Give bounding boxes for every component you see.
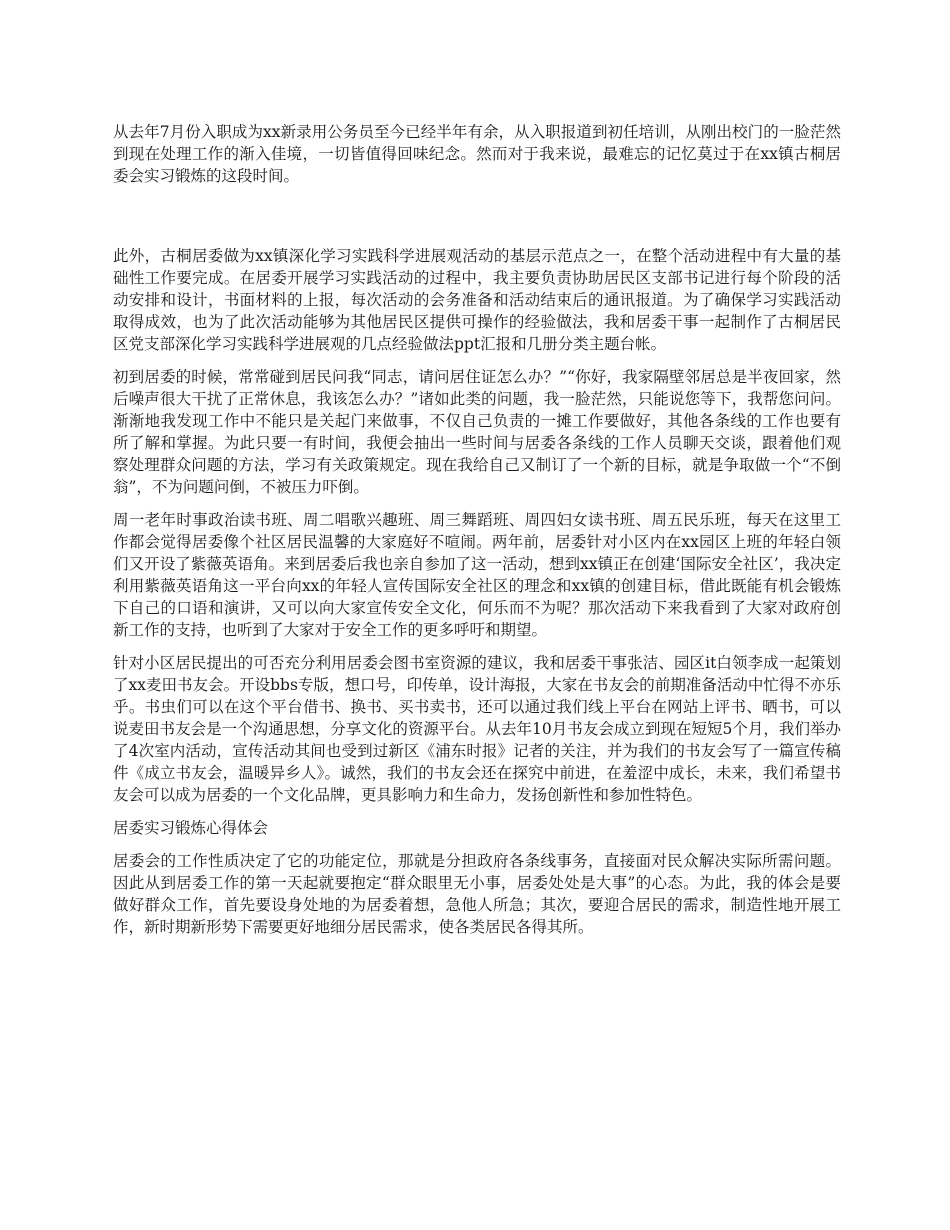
paragraph-reflection: 居委会的工作性质决定了它的功能定位，那就是分担政府各条线事务，直接面对民众解决实际所需问题。因此从到居委工作的第一天起就要抱定“群众眼里无小事，居委处处是大事”的心态。为此，我的体会是要做好群众工作，首先要设身处地的为居委着想，急他人所急；其次，要迎合居民的需求，制造性地开展工作，新时期新形势下需要更好地细分居民需求，使各类居民各得其所。 [113, 852, 841, 936]
section-heading: 居委实习锻炼心得体会 [113, 819, 269, 837]
paragraph-first-days: 初到居委的时候，常常碰到居民问我“同志，请问居住证怎么办？”“你好，我家隔壁邻居总是半夜回家，然后噪声很大干扰了正常休息，我该怎么办？”诸如此类的问题，我一脸茫然，只能说您等下，我帮您问问。渐渐地我发现工作中不能只是关起门来做事，不仅自己负责的一摊工作要做好，其他各条线的工作也要有所了解和掌握。为此只要一有时间，我便会抽出一些时间与居委各条线的工作人员聊天交谈，跟着他们观察处理群众问题的方法，学习有关政策规定。现在我给自己又制订了一个新的目标，就是争取做一个“不倒翁”，不为问题问倒，不被压力吓倒。 [113, 368, 841, 496]
paragraph-demonstration-site: 此外，古桐居委做为xx镇深化学习实践科学进展观活动的基层示范点之一，在整个活动进程中有大量的基础性工作要完成。在居委开展学习实践活动的过程中，我主要负责协助居民区支部书记进行每个阶段的活动安排和设计，书面材料的上报，每次活动的会务准备和活动结束后的通讯报道。为了确保学习实践活动取得成效，也为了此次活动能够为其他居民区提供可操作的经验做法，我和居委干事一起制作了古桐居民区党支部深化学习实践科学进展观的几点经验做法ppt汇报和几册分类主题台帐。 [113, 247, 841, 353]
paragraph-book-club: 针对小区居民提出的可否充分利用居委会图书室资源的建议，我和居委干事张洁、园区it白领李成一起策划了xx麦田书友会。开设bbs专版，想口号，印传单，设计海报，大家在书友会的前期准备活动中忙得不亦乐乎。书虫们可以在这个平台借书、换书、买书卖书，还可以通过我们线上平台在网站上评书、晒书，可以说麦田书友会是一个沟通思想，分享文化的资源平台。从去年10月书友会成立到现在短短5个月，我们举办了4次室内活动，宣传活动其间也受到过新区《浦东时报》记者的关注，并为我们的书友会写了一篇宣传稿件《成立书友会，温暖异乡人》。诚然，我们的书友会还在探究中前进，在羞涩中成长，未来，我们希望书友会可以成为居委的一个文化品牌，更具影响力和生命力，发扬创新性和参加性特色。 [113, 654, 841, 804]
paragraph-community-activities: 周一老年时事政治读书班、周二唱歌兴趣班、周三舞蹈班、周四妇女读书班、周五民乐班，每天在这里工作都会觉得居委像个社区居民温馨的大家庭好不喧闹。两年前，居委针对小区内在xx园区上班的年轻白领们又开设了紫薇英语角。来到居委后我也亲自参加了这一活动，想到xx镇正在创建‘国际安全社区’，我决定利用紫薇英语角这一平台向xx的年轻人宣传国际安全社区的理念和xx镇的创建目标，借此既能有机会锻炼下自己的口语和演讲，又可以向大家宣传安全文化，何乐而不为呢？那次活动下来我看到了大家对政府创新工作的支持，也听到了大家对于安全工作的更多呼吁和期望。 [113, 511, 841, 639]
document-body [113, 121, 841, 949]
paragraph-intro: 从去年7月份入职成为xx新录用公务员至今已经半年有余，从入职报道到初任培训，从刚出校门的一脸茫然到现在处理工作的渐入佳境，一切皆值得回味纪念。然而对于我来说，最难忘的记忆莫过于在xx镇古桐居委会实习锻炼的这段时间。 [113, 123, 841, 185]
